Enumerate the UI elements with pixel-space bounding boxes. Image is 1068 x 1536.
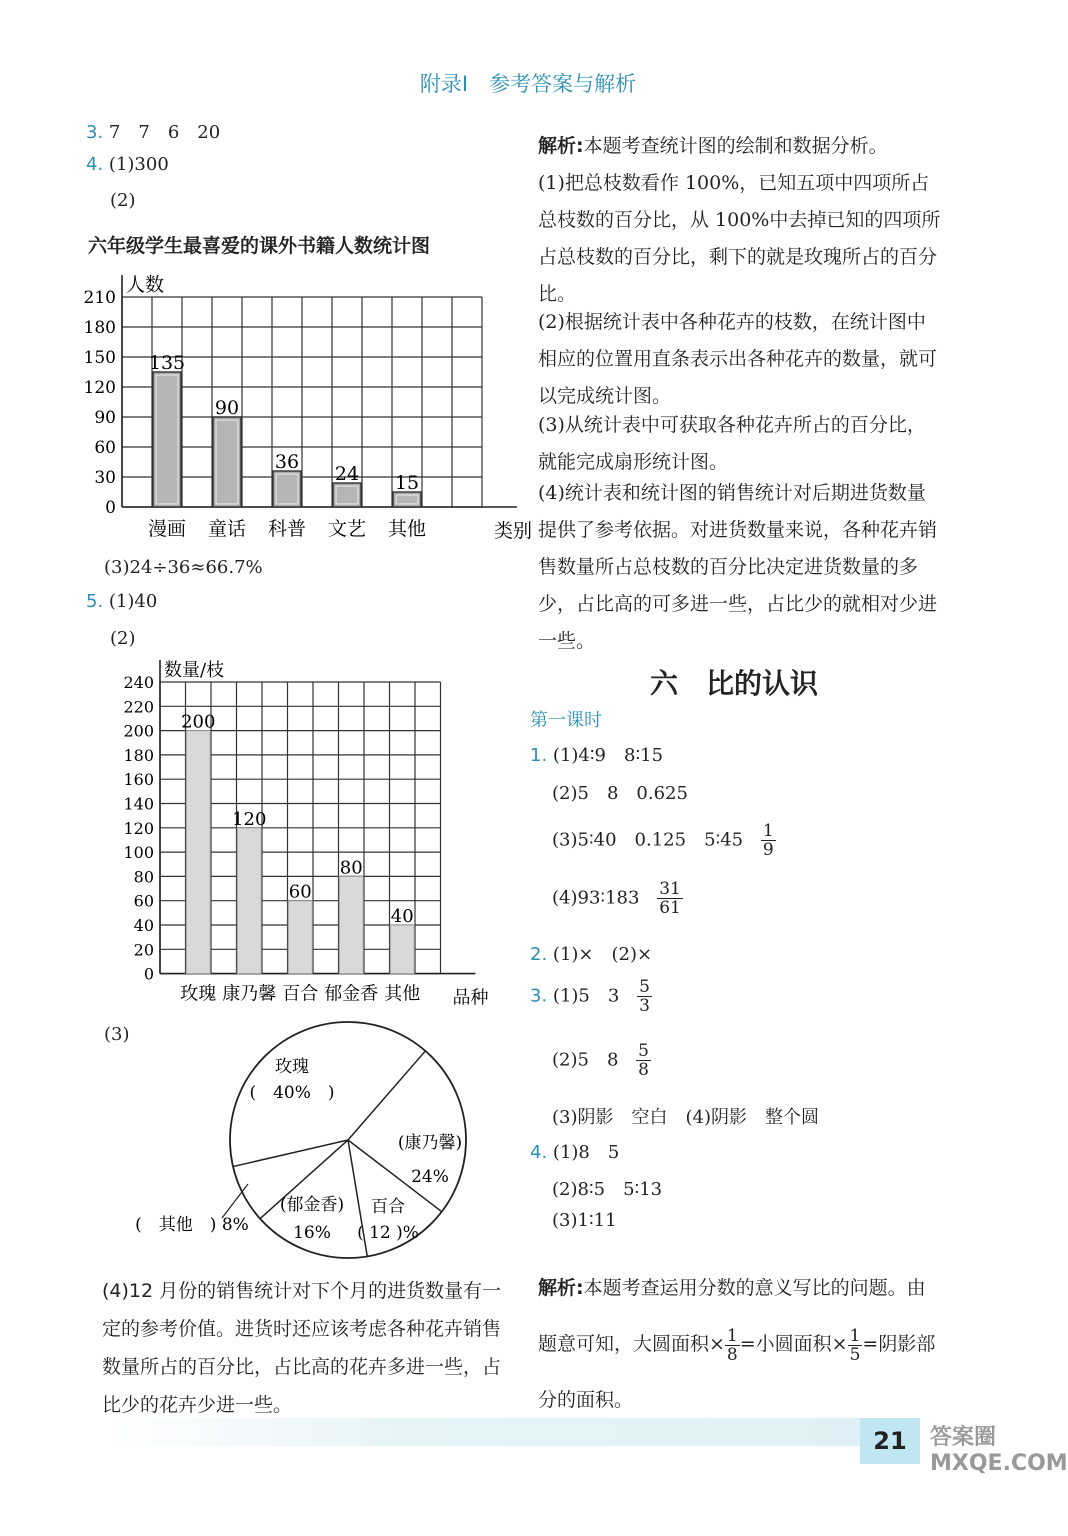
data-label: 120 bbox=[232, 808, 267, 830]
fraction bbox=[761, 822, 776, 859]
analysis-1-p2: (2)根据统计表中各种花卉的枝数，在统计图中相应的位置用直条表示出各种花卉的数量，就可以完成统计图。 bbox=[538, 311, 938, 407]
category-label: 童话 bbox=[207, 518, 247, 540]
y-tick-label: 0 bbox=[143, 964, 154, 984]
pie-slice-value: ( 40% ) bbox=[249, 1083, 335, 1103]
answer-text: (4)93∶183 bbox=[552, 887, 640, 909]
fraction bbox=[636, 1042, 651, 1079]
analysis-text: 本题考查运用分数的意义写比的问题。由题意可知，大圆面积× bbox=[538, 1277, 926, 1355]
answer-text: (1)40 bbox=[108, 591, 158, 612]
y-axis-label: 数量/枝 bbox=[164, 660, 225, 681]
analysis-text: =小圆面积× bbox=[739, 1333, 848, 1355]
category-label: 康乃馨 bbox=[222, 983, 277, 1005]
answer-5-1 bbox=[86, 591, 157, 612]
page-header: 附录Ⅰ 参考答案与解析 bbox=[419, 72, 637, 96]
y-tick-label: 0 bbox=[105, 498, 116, 518]
pie-slice-label: (康乃馨) bbox=[397, 1133, 463, 1153]
leader-line bbox=[222, 1184, 248, 1218]
category-label: 科普 bbox=[267, 518, 307, 540]
y-tick-label: 60 bbox=[133, 891, 154, 911]
footer-band bbox=[100, 1418, 860, 1446]
x-axis-label: 品种 bbox=[452, 987, 489, 1009]
denominator: 8 bbox=[638, 1060, 649, 1080]
data-label: 135 bbox=[148, 352, 186, 374]
y-tick-label: 20 bbox=[133, 940, 154, 960]
r-answer-4-2: (2)8∶5 5∶13 bbox=[552, 1179, 663, 1200]
r-answer-3-2 bbox=[552, 1042, 651, 1079]
chart1-title: 六年级学生最喜爱的课外书籍人数统计图 bbox=[88, 235, 431, 257]
answer-text: (1)8 5 bbox=[552, 1142, 620, 1163]
analysis-label: 解析: bbox=[538, 135, 584, 157]
data-label: 200 bbox=[181, 711, 216, 733]
data-label: 80 bbox=[339, 857, 363, 879]
data-label: 15 bbox=[394, 472, 420, 494]
category-label: 其他 bbox=[384, 983, 421, 1005]
analysis-label: 解析: bbox=[538, 1277, 584, 1299]
bar-inner bbox=[276, 474, 298, 504]
bar bbox=[288, 901, 312, 974]
denominator: 9 bbox=[762, 840, 774, 860]
bar-inner bbox=[396, 495, 418, 504]
lesson-label: 第一课时 bbox=[530, 710, 602, 731]
data-label: 60 bbox=[288, 881, 312, 903]
analysis-1-p4: (4)统计表和统计图的销售统计对后期进货数量提供了参考依据。对进货数量来说，各种花卉销售数量所占总枝数的百分比决定进货数量的多少，占比高的可多进一些，占比少的就相对少进一些。 bbox=[538, 482, 938, 652]
y-axis-label: 人数 bbox=[126, 274, 165, 296]
y-tick-label: 120 bbox=[83, 378, 116, 398]
pie-slice-label: (郁金香) bbox=[279, 1195, 345, 1215]
bar bbox=[186, 731, 210, 974]
bar bbox=[390, 925, 414, 974]
y-tick-label: 240 bbox=[123, 673, 154, 692]
fraction bbox=[637, 978, 652, 1015]
y-tick-label: 150 bbox=[83, 348, 116, 368]
analysis-2 bbox=[538, 1260, 943, 1428]
y-tick-label: 180 bbox=[123, 745, 154, 765]
category-label: 其他 bbox=[387, 518, 427, 540]
analysis-text: =阴影部分的面积。 bbox=[538, 1333, 936, 1411]
y-tick-label: 210 bbox=[83, 288, 116, 308]
answer-text: (1)5 3 bbox=[552, 985, 620, 1007]
question-number: 5. bbox=[86, 591, 104, 612]
r-answer-1-1 bbox=[530, 741, 663, 767]
y-tick-label: 90 bbox=[94, 408, 116, 428]
answer-4-2: (2) bbox=[110, 190, 136, 211]
denominator: 8 bbox=[726, 1344, 738, 1365]
question-number: 2. bbox=[530, 944, 548, 965]
denominator: 61 bbox=[659, 898, 681, 918]
denominator: 3 bbox=[639, 996, 650, 1016]
r-answer-1-3 bbox=[552, 822, 776, 859]
r-answer-1-4 bbox=[552, 880, 683, 917]
y-tick-label: 60 bbox=[94, 438, 116, 458]
y-tick-label: 220 bbox=[123, 697, 154, 717]
answer-text: (1)× (2)× bbox=[552, 944, 653, 965]
y-tick-label: 80 bbox=[133, 867, 154, 887]
numerator: 5 bbox=[638, 1041, 649, 1061]
pie-slice-label: 玫瑰 bbox=[275, 1057, 309, 1077]
numerator: 31 bbox=[659, 879, 681, 899]
y-tick-label: 180 bbox=[83, 318, 116, 338]
section-title: 六 比的认识 bbox=[650, 667, 819, 700]
numerator: 1 bbox=[726, 1325, 738, 1346]
question-number: 4. bbox=[86, 154, 104, 175]
bar bbox=[237, 828, 261, 974]
answer-5-3: (3) bbox=[104, 1024, 130, 1045]
bar-inner bbox=[156, 375, 178, 504]
question-number: 3. bbox=[86, 122, 104, 143]
fraction bbox=[725, 1327, 740, 1364]
r-answer-4-3: (3)1∶11 bbox=[552, 1210, 617, 1231]
answer-3 bbox=[86, 118, 220, 144]
fraction bbox=[848, 1327, 863, 1364]
question-number: 3. bbox=[530, 985, 548, 1007]
answer-4-3: (3)24÷36≈66.7% bbox=[104, 557, 263, 578]
data-label: 36 bbox=[274, 451, 300, 473]
answer-5-4: (4)12 月份的销售统计对下个月的进货数量有一定的参考价值。进货时还应该考虑各种花卉销售数量所占的百分比，占比高的花卉多进一些，占比少的花卉少进一些。 bbox=[102, 1280, 502, 1416]
category-label: 文艺 bbox=[327, 518, 367, 540]
numerator: 1 bbox=[849, 1325, 861, 1346]
y-tick-label: 40 bbox=[133, 916, 154, 935]
answer-text: (2)5 8 bbox=[552, 1049, 619, 1071]
denominator: 5 bbox=[849, 1344, 861, 1365]
r-answer-4-1 bbox=[530, 1138, 619, 1164]
y-tick-label: 140 bbox=[123, 794, 154, 814]
y-tick-label: 30 bbox=[94, 468, 116, 488]
r-answer-1-2: (2)5 8 0.625 bbox=[552, 783, 688, 804]
pie-slice-label: 百合 bbox=[371, 1197, 405, 1217]
question-number: 1. bbox=[530, 745, 548, 766]
answer-text: (1)300 bbox=[108, 154, 169, 175]
page-number: 21 bbox=[860, 1418, 920, 1464]
chart1-bar-chart bbox=[80, 255, 533, 545]
pie-slice-label: ( 其他 ) 8% bbox=[135, 1215, 249, 1235]
answer-text: (1)4∶9 8∶15 bbox=[552, 745, 664, 766]
category-label: 玫瑰 bbox=[180, 983, 217, 1005]
answer-text: 7 7 6 20 bbox=[108, 122, 221, 143]
r-answer-3-3: (3)阴影 空白 (4)阴影 整个圆 bbox=[552, 1107, 819, 1128]
x-axis-label: 类别 bbox=[494, 520, 533, 542]
chart2-bar-chart bbox=[110, 640, 500, 1010]
data-label: 90 bbox=[214, 397, 240, 419]
y-tick-label: 160 bbox=[123, 770, 154, 790]
answer-4-1 bbox=[86, 154, 169, 175]
numerator: 5 bbox=[639, 977, 650, 997]
category-label: 漫画 bbox=[147, 518, 187, 540]
y-tick-label: 120 bbox=[123, 818, 154, 838]
category-label: 百合 bbox=[282, 983, 319, 1005]
data-label: 40 bbox=[390, 906, 414, 927]
analysis-intro: 本题考查统计图的绘制和数据分析。 bbox=[583, 135, 888, 157]
category-label: 郁金香 bbox=[324, 983, 379, 1005]
chart3-pie-chart bbox=[130, 1020, 500, 1270]
question-number: 4. bbox=[530, 1142, 548, 1163]
pie-slice-value: ( 12 )% bbox=[357, 1223, 419, 1243]
numerator: 1 bbox=[762, 821, 774, 841]
data-label: 24 bbox=[334, 463, 360, 485]
answer-text: (3)5∶40 0.125 5∶45 bbox=[552, 829, 744, 851]
analysis-1 bbox=[538, 128, 943, 165]
r-answer-3-1 bbox=[530, 978, 652, 1015]
y-tick-label: 200 bbox=[123, 721, 154, 741]
bar-inner bbox=[336, 486, 358, 504]
fraction bbox=[657, 880, 683, 917]
watermark-logo: 答案圈 MXQE.COM bbox=[930, 1425, 1068, 1476]
r-answer-2 bbox=[530, 940, 652, 966]
bar bbox=[339, 876, 363, 973]
pie-slice-value: 16% bbox=[293, 1223, 331, 1243]
pie-slice-value: 24% bbox=[411, 1167, 449, 1187]
bar-inner bbox=[216, 420, 238, 504]
analysis-1-p3: (3)从统计表中可获取各种花卉所占的百分比，就能完成扇形统计图。 bbox=[538, 414, 926, 473]
answer-5-2: (2) bbox=[110, 628, 136, 649]
y-tick-label: 100 bbox=[123, 843, 154, 863]
analysis-1-p1: (1)把总枝数看作 100%，已知五项中四项所占总枝数的百分比，从 100%中去掉已知的四项所占总枝数的百分比，剩下的就是玫瑰所占的百分比。 bbox=[538, 172, 941, 305]
